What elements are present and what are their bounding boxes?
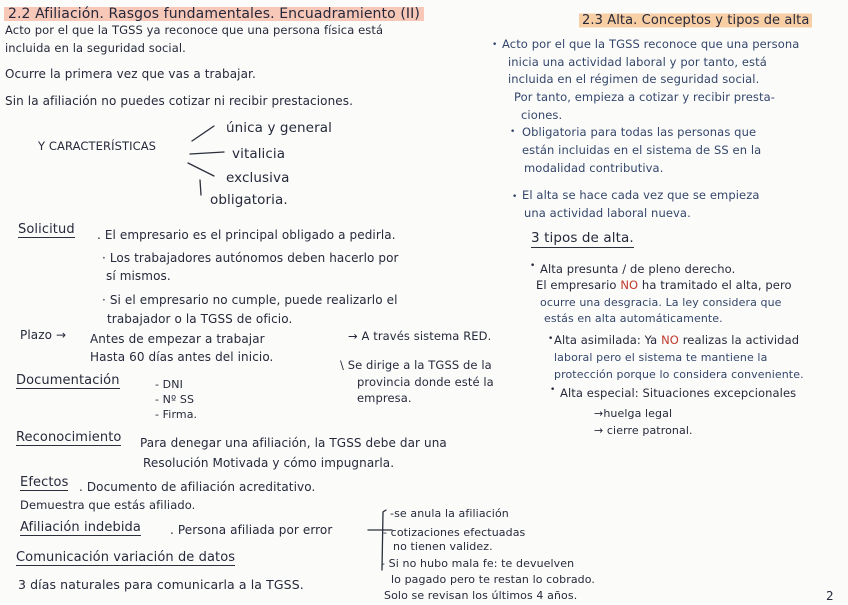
alta-concept-line: Obligatoria para todas las personas que (522, 125, 757, 139)
indebida-branch: Solo se revisan los últimos 4 años. (384, 589, 578, 602)
presunta-text: El empresario (536, 278, 621, 292)
asimilada-line: protección porque lo considera conveniente. (554, 368, 804, 381)
bullet-dot: • (492, 40, 498, 50)
documentacion-item: - Nº SS (155, 393, 195, 406)
section-title-afiliacion: 2.2 Afiliación. Rasgos fundamentales. Encuadramiento (II) (4, 5, 424, 23)
reconocimiento-line: Para denegar una afiliación, la TGSS debe dar una (140, 436, 447, 450)
asimilada-text: realizas la actividad (678, 333, 800, 347)
plazo-line: Antes de empezar a trabajar (90, 332, 265, 346)
alta-concept-line: El alta se hace cada vez que se empieza (522, 188, 760, 202)
asimilada-no: NO (661, 333, 679, 347)
characteristic-item: exclusiva (226, 170, 290, 186)
plazo-label: Plazo → (20, 328, 67, 342)
bullet-dot: • (548, 334, 554, 344)
plazo-line: Hasta 60 días antes del inicio. (90, 350, 274, 364)
presunta-line: Alta presunta / de pleno derecho. (540, 262, 736, 276)
asimilada-text: Alta asimilada: Ya (554, 333, 662, 347)
alta-concept-line: una actividad laboral nueva. (524, 206, 691, 220)
characteristics-branch-line (192, 126, 214, 141)
red-line: → A través sistema RED. (348, 329, 492, 343)
solicitud-label: Solicitud (18, 222, 75, 237)
bullet-dot: • (530, 261, 536, 271)
characteristics-label: Y CARACTERÍSTICAS (38, 139, 157, 153)
solicitud-line: · Si el empresario no cumple, puede realizarlo el (102, 293, 398, 307)
asimilada-line (554, 335, 799, 347)
characteristics-branch-line (188, 163, 214, 176)
presunta-no: NO (620, 278, 639, 292)
intro-line: Acto por el que la TGSS ya reconoce que una persona física está (5, 23, 384, 37)
indebida-branch: - cotizaciones efectuadas (383, 526, 526, 539)
characteristics-branch-line (190, 152, 224, 154)
intro-line: incluida en la seguridad social. (5, 41, 186, 55)
documentacion-item: - Firma. (155, 408, 198, 421)
indebida-label: Afiliación indebida (20, 520, 141, 535)
alta-concept-line: inicia una actividad laboral y por tanto, está (508, 55, 767, 69)
solicitud-line: · Los trabajadores autónomos deben hacerlo por (102, 251, 399, 265)
tipos-alta-title: 3 tipos de alta. (531, 230, 634, 246)
red-line: provincia donde esté la (357, 375, 494, 389)
solicitud-line: . El empresario es el principal obligado a pedirla. (97, 228, 396, 242)
bullet-dot: • (510, 127, 516, 137)
presunta-line (536, 280, 792, 292)
alta-concept-line: están incluidas en el sistema de SS en la (522, 143, 762, 157)
reconocimiento-line: Resolución Motivada y cómo impugnarla. (143, 456, 395, 470)
indebida-branch: - Si no hubo mala fe: te devuelven (381, 557, 575, 570)
intro-line: Sin la afiliación no puedes cotizar ni recibir prestaciones. (5, 94, 354, 108)
especial-line: → cierre patronal. (594, 424, 693, 437)
alta-concept-line: modalidad contributiva. (524, 161, 664, 175)
characteristic-item: vitalicia (232, 146, 286, 162)
characteristic-item: única y general (226, 120, 332, 136)
bullet-dot: • (512, 192, 518, 202)
indebida-branch: no tienen validez. (393, 540, 493, 553)
page-number: 2 (826, 589, 834, 603)
indebida-branch: lo pagado pero te restan lo cobrado. (391, 573, 595, 586)
presunta-line: ocurre una desgracia. La ley considera que (540, 296, 782, 309)
alta-concept-line: Acto por el que la TGSS reconoce que una persona (502, 37, 800, 51)
efectos-line: . Documento de afiliación acreditativo. (79, 480, 316, 494)
documentacion-item: - DNI (155, 378, 183, 391)
red-line: \ Se dirige a la TGSS de la (340, 358, 492, 372)
especial-line: →huelga legal (594, 407, 673, 420)
indebida-line: . Persona afiliada por error (170, 523, 333, 537)
alta-concept-line: incluida en el régimen de seguridad social. (508, 72, 760, 86)
comunicacion-line: 3 días naturales para comunicarla a la TGSS. (18, 577, 304, 592)
intro-line: Ocurre la primera vez que vas a trabajar. (5, 67, 256, 81)
characteristics-branch-line (200, 180, 201, 195)
asimilada-line: laboral pero el sistema te mantiene la (554, 351, 768, 364)
alta-concept-line: ciones. (521, 108, 563, 122)
solicitud-line: sí mismos. (106, 269, 171, 283)
especial-line: Alta especial: Situaciones excepcionales (560, 386, 797, 400)
bullet-dot: • (550, 385, 556, 395)
presunta-text: ha tramitado el alta, pero (638, 278, 792, 292)
presunta-line: estás en alta automáticamente. (544, 312, 723, 325)
efectos-label: Efectos (20, 475, 69, 490)
section-title-alta: 2.3 Alta. Conceptos y tipos de alta (579, 12, 812, 29)
comunicacion-label: Comunicación variación de datos (16, 550, 236, 565)
reconocimiento-label: Reconocimiento (16, 430, 122, 445)
alta-concept-line: Por tanto, empieza a cotizar y recibir presta- (514, 90, 776, 104)
indebida-branch: -se anula la afiliación (390, 507, 509, 520)
efectos-line: Demuestra que estás afiliado. (20, 498, 196, 512)
characteristic-item: obligatoria. (210, 192, 288, 208)
documentacion-label: Documentación (16, 373, 120, 388)
red-line: empresa. (357, 391, 412, 405)
solicitud-line: trabajador o la TGSS de oficio. (107, 312, 293, 326)
